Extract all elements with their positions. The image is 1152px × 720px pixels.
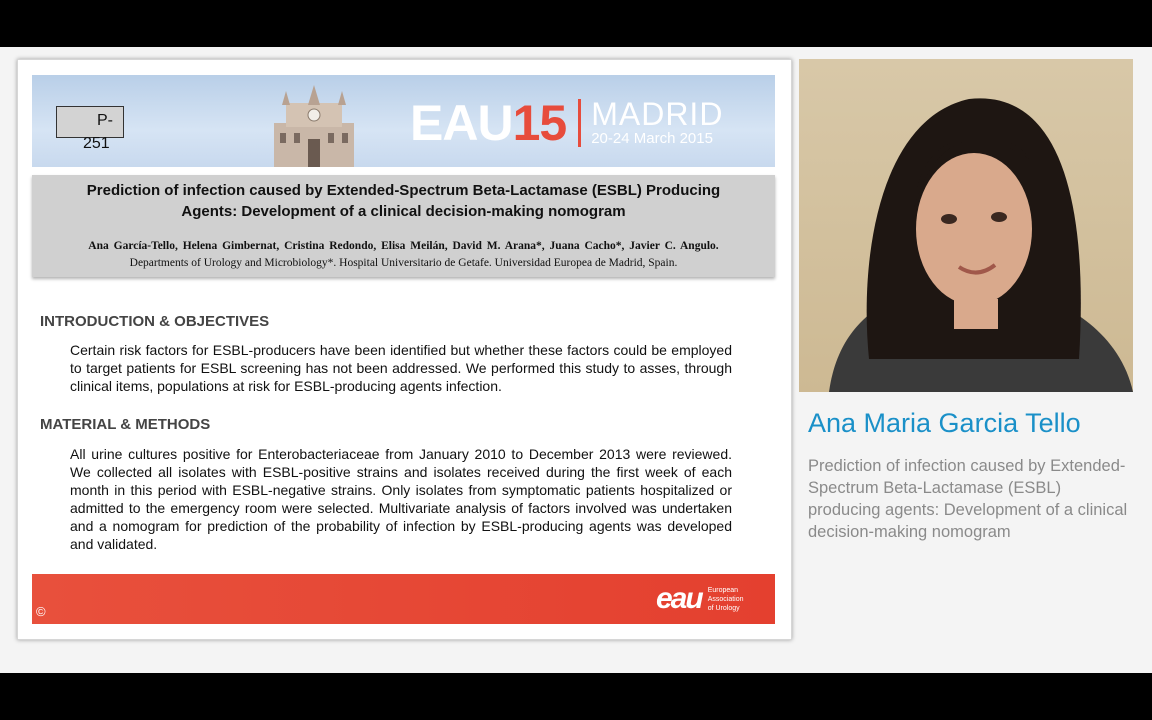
brand-eau: EAU	[410, 95, 513, 151]
brand-dates: 20-24 March 2015	[591, 130, 713, 147]
speaker-portrait-illustration	[799, 59, 1133, 392]
video-stage	[0, 47, 1152, 673]
copyright-icon: ©	[36, 604, 46, 619]
poster-number-prefix: P-	[97, 112, 113, 129]
speaker-name: Ana Maria Garcia Tello	[808, 408, 1081, 438]
poster-title-line1: Prediction of infection caused by Extended-Spectrum Beta-Lactamase (ESBL) Producing	[86, 182, 721, 199]
speaker-photo	[799, 59, 1133, 392]
methods-heading: MATERIAL & METHODS	[40, 416, 211, 433]
poster-footer	[32, 574, 775, 624]
intro-heading: INTRODUCTION & OBJECTIVES	[40, 313, 270, 330]
poster-authors: Ana García-Tello, Helena Gimbernat, Cristina Redondo, Elisa Meilán, David M. Arana*, Juana Cacho*, Javier C. Angulo.	[88, 240, 719, 252]
brand-city-block	[591, 98, 723, 148]
poster-number-box	[56, 106, 124, 152]
poster-body	[32, 286, 775, 576]
poster-title	[32, 180, 775, 222]
eau-association-logo	[656, 582, 744, 616]
poster-departments: Departments of Urology and Microbiology*. Hospital Universitario de Getafe. Universidad Europea de Madrid, Spain.	[129, 257, 678, 269]
brand-year: 15	[512, 95, 567, 151]
brand-city: MADRID	[591, 96, 724, 132]
eau-logo-text: European Association of Urology	[707, 586, 744, 612]
poster-title-line2: Agents: Development of a clinical decision-making nomogram	[181, 203, 626, 220]
eau15-madrid-logo	[410, 95, 723, 151]
intro-paragraph: Certain risk factors for ESBL-producers have been identified but whether these factors could be employed to target patients for ESBL screening has not been addressed. We performed this study to asses, through clinical items, populations at risk for ESBL-producing agents infection.	[70, 342, 732, 394]
poster-title-box	[32, 175, 775, 277]
congress-banner	[32, 75, 775, 167]
eau-logo-mark: eau	[656, 582, 702, 615]
brand-divider	[578, 99, 581, 147]
madrid-building-illustration	[264, 83, 364, 167]
methods-paragraph: All urine cultures positive for Enterobacteriaceae from January 2010 to December 2013 were reviewed. We collected all isolates with ESBL-positive strains and isolates received during the first week of each month in this period with ESBL-negative strains. Only isolates from symptomatic patients hospitalized or admitted to the emergency room were selected. Multivariate analysis of factors involved was undertaken and a nomogram for prediction of the probability of infection by ESBL-producing agents was developed and validated.	[70, 446, 732, 552]
speaker-talk-title: Prediction of infection caused by Extended-Spectrum Beta-Lactamase (ESBL) producing agents: Development of a clinical decision-making nomogram	[808, 457, 1128, 541]
poster-number: 251	[83, 135, 110, 152]
poster-slide	[17, 59, 792, 640]
